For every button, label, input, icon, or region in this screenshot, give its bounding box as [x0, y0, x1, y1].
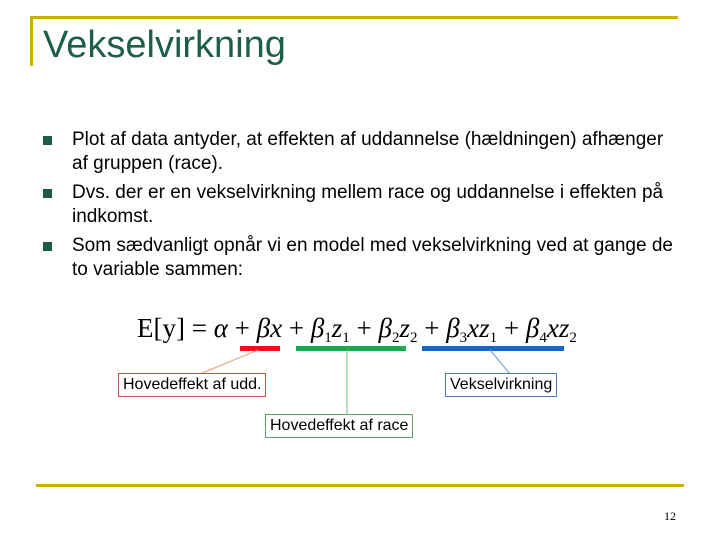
callout-interaction: Vekselvirkning	[445, 373, 557, 397]
equation-plus: +	[424, 313, 440, 343]
equation-equals: =	[191, 313, 207, 343]
equation-z: z	[331, 313, 343, 343]
equation-beta: β	[378, 313, 392, 343]
bullet-text: Plot af data antyder, at effekten af uddannelse (hældningen) afhænger af gruppen (race).	[72, 129, 664, 174]
callout-main-effect-education: Hovedeffekt af udd.	[118, 373, 266, 397]
equation-plus: +	[503, 313, 520, 343]
equation-z: z	[399, 313, 410, 343]
equation-subscript: 1	[324, 330, 332, 346]
callout-main-effect-race: Hovedeffekt af race	[265, 414, 413, 438]
equation-subscript: 3	[459, 330, 468, 346]
equation-beta: β	[310, 313, 325, 343]
bullet-text: Dvs. der er en vekselvirkning mellem race og uddannelse i effekten på indkomst.	[72, 182, 664, 227]
equation-subscript: 1	[489, 330, 498, 346]
equation-beta: β	[446, 313, 460, 343]
bullet-text: Som sædvanligt opnår vi en model med vekselvirkning ved at gange de to variable sammen:	[72, 235, 673, 280]
page-number: 12	[664, 509, 676, 523]
equation-subscript: 2	[569, 330, 577, 346]
equation-subscript: 1	[342, 330, 350, 346]
equation-plus: +	[356, 313, 372, 343]
equation-alpha: α	[213, 313, 228, 343]
leader-line-interaction	[490, 350, 510, 374]
slide-title: Vekselvirkning	[43, 24, 286, 66]
equation-subscript: 2	[409, 330, 418, 346]
equation-subscript: 2	[391, 330, 400, 346]
equation-plus: +	[288, 313, 305, 343]
equation-lhs: E[y]	[137, 313, 185, 343]
equation-beta: β	[525, 313, 540, 343]
equation-xz: xz	[467, 313, 490, 343]
leader-line-education	[200, 350, 258, 374]
equation-xz: xz	[546, 313, 570, 343]
frame-bottom-line	[36, 484, 684, 487]
equation-plus: +	[234, 313, 250, 343]
equation-subscript: 4	[539, 330, 547, 346]
equation-term-beta-x: βx	[256, 313, 283, 343]
